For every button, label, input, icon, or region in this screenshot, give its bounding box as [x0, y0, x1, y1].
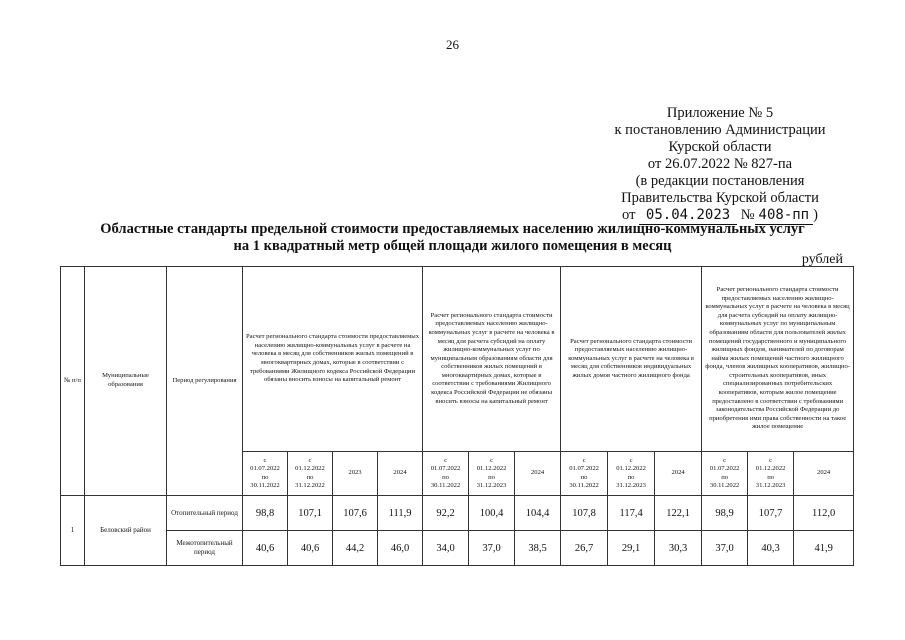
header-group-2: Расчет регионального стандарта стоимости предоставляемых населению жилищно-коммунальных услуг в расчете на человека в месяц для расчета субсидий на оплату жилищно-коммунальных услуг по муниципальным образованиям области для собственников жилых помещений в многоквартирных домах, которые в соответствии с требованиями Жилищного кодекса Российской Федерации не обязаны вносить взносы на капитальный ремонт — [423, 267, 561, 452]
subheader-cell: с 01.07.2022 по 30.11.2022 — [702, 452, 748, 496]
table-row — [61, 531, 854, 566]
value-cell: 46,0 — [378, 531, 423, 566]
value-cell: 104,4 — [515, 496, 561, 531]
subheader-cell: с 01.12.2022 по 31.12.2023 — [608, 452, 655, 496]
value-cell: 37,0 — [702, 531, 748, 566]
table-row — [61, 496, 854, 531]
value-cell: 107,8 — [561, 496, 608, 531]
page-number: 26 — [446, 37, 459, 52]
value-cell: 44,2 — [333, 531, 378, 566]
unit-label: рублей — [801, 252, 843, 267]
appendix-line: Курской области — [668, 139, 772, 155]
period-name: Межотопительный период — [167, 531, 243, 566]
value-cell: 122,1 — [655, 496, 702, 531]
appendix-line: Приложение № 5 — [666, 105, 774, 121]
value-cell: 38,5 — [515, 531, 561, 566]
subheader-cell: 2023 — [333, 452, 378, 496]
standards-table — [60, 266, 854, 566]
title-line-2: на 1 квадратный метр общей площади жилого помещения в месяц — [233, 238, 672, 254]
header-group-1: Расчет регионального стандарта стоимости предоставляемых населению жилищно-коммунальных услуг в расчете на человека в месяц для собственников жилых помещений в многоквартирных домах, которые в соответствии с требованиями Жилищного кодекса Российской Федерации обязаны вносить взносы на капитальный ремонт — [243, 267, 423, 452]
header-group-3: Расчет регионального стандарта стоимости предоставляемых населению жилищно-коммунальных услуг в расчете на человека в месяц для собственников индивидуальных жилых домов частного жилищного фонда — [561, 267, 702, 452]
subheader-cell: 2024 — [794, 452, 854, 496]
appendix-line: (в редакции постановления — [635, 173, 805, 189]
value-cell: 30,3 — [655, 531, 702, 566]
value-cell: 98,9 — [702, 496, 748, 531]
value-cell: 37,0 — [469, 531, 515, 566]
value-cell: 26,7 — [561, 531, 608, 566]
subheader-cell: с 01.12.2022 по 31.12.2023 — [748, 452, 794, 496]
value-cell: 111,9 — [378, 496, 423, 531]
appendix-line: к постановлению Администрации — [614, 122, 826, 138]
subheader-cell: с 01.12.2022 по 31.12.2022 — [288, 452, 333, 496]
value-cell: 41,9 — [794, 531, 854, 566]
value-cell: 100,4 — [469, 496, 515, 531]
document-title — [0, 221, 905, 255]
header-num: № п/п — [61, 267, 85, 496]
value-cell: 40,6 — [243, 531, 288, 566]
value-cell: 107,1 — [288, 496, 333, 531]
subheader-cell: 2024 — [378, 452, 423, 496]
value-cell: 98,8 — [243, 496, 288, 531]
subheader-cell: с 01.07.2022 по 30.11.2022 — [423, 452, 469, 496]
amendment-number: 408-пп — [755, 207, 814, 225]
appendix-from: от — [622, 207, 636, 223]
subheader-cell: с 01.12.2022 по 31.12.2023 — [469, 452, 515, 496]
row-number: 1 — [61, 496, 85, 566]
header-group-4: Расчет регионального стандарта стоимости предоставляемых населению жилищно-коммунальных услуг в расчете на человека в месяц для расчета субсидий на оплату жилищно-коммунальных услуг по муниципальным образованиям области для пользователей жилых помещений государственного и муниципального жилищных фондов, нанимателей по договорам найма жилых помещений частного жилищного фонда, членов жилищных кооперативов, жилищно-строительных кооперативов, иных специализированных потребительских кооперативов, которым жилое помещение предоставлено в соответствии с требованиями законодательства Российской Федерации до приобретения ими права собственности на такое жилое помещение — [702, 267, 854, 452]
value-cell: 107,7 — [748, 496, 794, 531]
subheader-cell: с 01.07.2022 по 30.11.2022 — [243, 452, 288, 496]
number-sign: № — [740, 207, 755, 223]
header-period: Период регулирования — [167, 267, 243, 496]
value-cell: 29,1 — [608, 531, 655, 566]
closing-paren: ) — [813, 207, 818, 223]
header-municipality: Муниципальные образования — [85, 267, 167, 496]
value-cell: 40,3 — [748, 531, 794, 566]
subheader-cell: с 01.07.2022 по 30.11.2022 — [561, 452, 608, 496]
period-name: Отопительный период — [167, 496, 243, 531]
value-cell: 34,0 — [423, 531, 469, 566]
subheader-cell: 2024 — [655, 452, 702, 496]
appendix-line: Правительства Курской области — [621, 190, 819, 206]
municipality-name: Беловский район — [85, 496, 167, 566]
value-cell: 117,4 — [608, 496, 655, 531]
appendix-line: от 26.07.2022 № 827-па — [647, 156, 793, 172]
amendment-date: 05.04.2023 — [639, 207, 737, 225]
appendix-header — [560, 105, 880, 225]
value-cell: 112,0 — [794, 496, 854, 531]
value-cell: 92,2 — [423, 496, 469, 531]
subheader-cell: 2024 — [515, 452, 561, 496]
value-cell: 40,6 — [288, 531, 333, 566]
value-cell: 107,6 — [333, 496, 378, 531]
title-line-1: Областные стандарты предельной стоимости предоставляемых населению жилищно-коммунальных услуг — [100, 221, 805, 237]
